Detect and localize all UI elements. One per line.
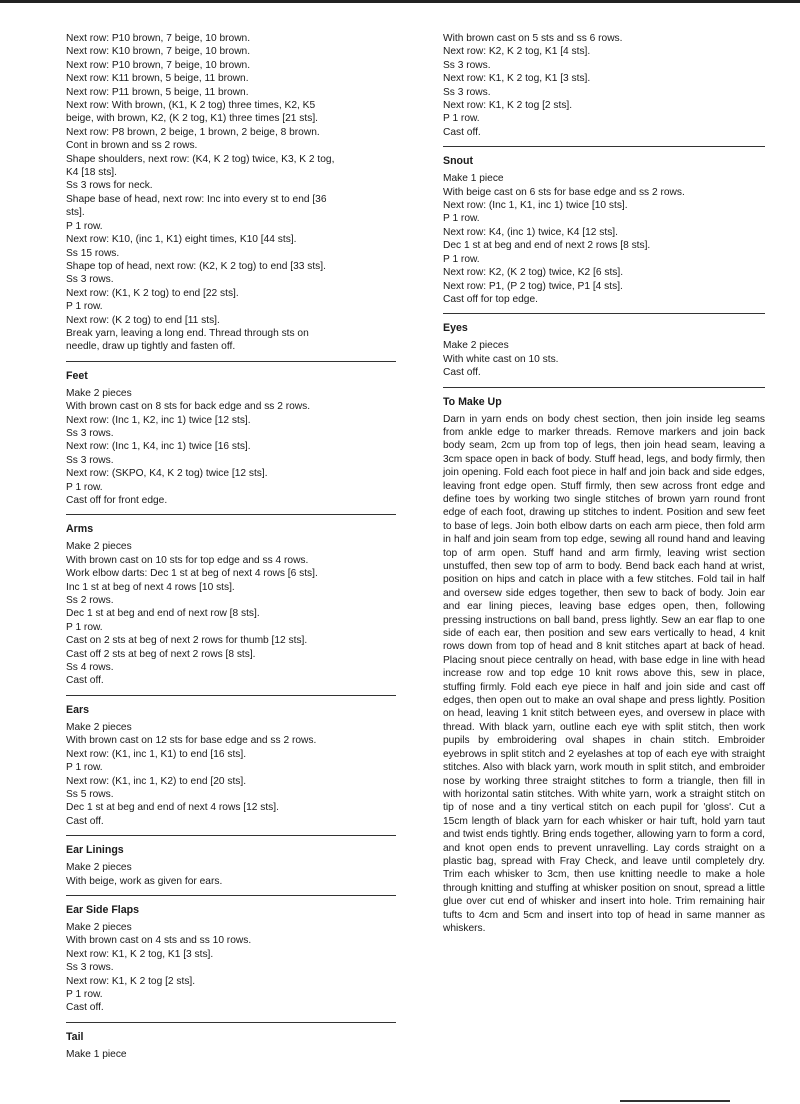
- section-title: Arms: [66, 523, 94, 536]
- pattern-line: Shape shoulders, next row: (K4, K 2 tog) twice, K3, K 2 tog,: [66, 153, 335, 165]
- pattern-line: With white cast on 10 sts.: [443, 353, 559, 365]
- pattern-line: Cast off for front edge.: [66, 495, 168, 506]
- pattern-line: Cast off 2 sts at beg of next 2 rows [8 sts].: [66, 648, 256, 660]
- pattern-line: With brown cast on 5 sts and ss 6 rows.: [443, 33, 623, 44]
- pattern-line: Shape top of head, next row: (K2, K 2 tog) to end [33 sts].: [66, 260, 326, 272]
- section-title: Ears: [66, 703, 89, 716]
- section-arms: [66, 514, 396, 687]
- pattern-line: Next row: K2, K 2 tog, K1 [4 sts].: [443, 46, 591, 58]
- pattern-line: Next row: (K1, K 2 tog) to end [22 sts].: [66, 287, 239, 299]
- pattern-line: Next row: (Inc 1, K4, inc 1) twice [16 sts].: [66, 441, 251, 453]
- pattern-line: Make 2 pieces: [66, 721, 132, 733]
- pattern-line: P 1 row.: [66, 220, 103, 232]
- section-feet: [66, 361, 396, 508]
- pattern-line: Next row: K1, K 2 tog, K1 [3 sts].: [443, 73, 591, 85]
- section-title: Eyes: [443, 322, 468, 335]
- pattern-line: Next row: K1, K 2 tog [2 sts].: [66, 975, 196, 987]
- pattern-line: Ss 3 rows.: [66, 454, 114, 466]
- pattern-line: With beige, work as given for ears.: [66, 875, 223, 887]
- pattern-line: Cast off for top edge.: [443, 293, 538, 305]
- pattern-line: Cast off.: [66, 675, 104, 687]
- pattern-line: Next row: P8 brown, 2 beige, 1 brown, 2 beige, 8 brown.: [66, 126, 320, 138]
- left-column: [66, 32, 396, 1061]
- pattern-line: Dec 1 st at beg and end of next 4 rows [12 sts].: [66, 802, 279, 814]
- pattern-line: Ss 3 rows.: [66, 962, 114, 974]
- section-snout: [443, 146, 765, 306]
- pattern-line: Next row: P1, (P 2 tog) twice, P1 [4 sts].: [443, 280, 623, 292]
- pattern-line: needle, draw up tightly and fasten off.: [66, 341, 236, 353]
- make-up-instructions: Darn in yarn ends on body chest section, then join inside leg seams from ankle edge to marker threads. Remove markers and join back body seam, 2cm up from top of legs, then join head seam, leaving a 3cm space open in back of body. Stuff head, legs, and body firmly, then join opening. Fold each foot piece in half and join back and side edges, leaving front edge open. Stuff firmly, then sew across front edge and define toes by working two single stitches of brown yarn round front edge of each foot, drawing up stitches to indent. Position and sew feet to base of legs. Join both elbow darts on each arm piece, then fold arm in half and join seam from top edge, sewing all round hand and leaving top of arm open. Stuff hand and arm firmly, leaving wrist section unstuffed, then sew top of arm to body. Bend back each hand at wrist, position on hips and catch in place with a few stitches. Fold tail in half and oversew side edges together, then sew to back of body. Join ear and ear lining pieces, leaving base edges open, then, following pressing instructions on ball band, press lightly. Sew an ear flap to one side of each ear, then position and sew ears vertically to head, 4 knit rows down from top of head and 8 knit stitches apart at back of head. Placing snout piece centrally on head, with base edge in line with head increase row and top edge 10 knit rows above this, sew in place, stuffing firmly. Fold each eye piece in half and join side and cast off edges, then open out to make an oval shape and press lightly. Position on head, leaving 1 knit stitch between eyes, and oversew in place with thread. With black yarn, outline each eye with split stitch, then work pupils by embroidering oval shapes in chain stitch. Embroider eyebrows in split stitch and 2 eyelashes at top of each eye with straight stitches. Also with black yarn, work mouth in split stitch, and embroider nose by working three straight stitches to form a triangle, then fill in with horizontal satin stitches. With white yarn, work a straight stitch on tip of nose and a tiny vertical stitch on each pupil for 'gloss'. Cut a 15cm length of black yarn for each whisker or hair tuft, hold yarn taut and twist ends tightly. Bring ends together, allowing yarn to form a cord, and knot open ends to prevent unravelling. Lay cords straight on a plastic bag, spread with Fray Check, and leave until completely dry. Trim each whisker to 3cm, then use knitting needle to make a hole through knitting and stuffing at whisker position on snout, spread a little glue over cut end of whisker and insert into hole. Trim remaining hair tufts to 4cm and 5cm and insert into top of head in same manner as whiskers.: [443, 413, 765, 934]
- pattern-line: Ss 4 rows.: [66, 662, 114, 674]
- pattern-line: Next row: P10 brown, 7 beige, 10 brown.: [66, 33, 251, 44]
- pattern-line: Ss 3 rows.: [443, 59, 491, 71]
- pattern-line: P 1 row.: [66, 481, 103, 493]
- pattern-line: Next row: K11 brown, 5 beige, 11 brown.: [66, 73, 249, 85]
- pattern-line: Next row: With brown, (K1, K 2 tog) three times, K2, K5: [66, 100, 316, 112]
- pattern-line: Shape base of head, next row: Inc into every st to end [36: [66, 193, 327, 205]
- section-title: Ear Side Flaps: [66, 903, 140, 916]
- pattern-line: beige, with brown, K2, (K 2 tog, K1) three times [21 sts].: [66, 113, 318, 125]
- section-ears: [66, 695, 396, 828]
- pattern-line: Next row: P11 brown, 5 beige, 11 brown.: [66, 86, 249, 98]
- section-to-make-up: [443, 387, 765, 936]
- pattern-line: P 1 row.: [66, 621, 103, 633]
- pattern-line: Ss 3 rows.: [66, 274, 114, 286]
- pattern-line: With beige cast on 6 sts for base edge and ss 2 rows.: [443, 186, 685, 198]
- left-sections: [66, 361, 396, 1061]
- section-ear-linings: [66, 835, 396, 888]
- section-title: Feet: [66, 369, 88, 382]
- pattern-line: Next row: K10 brown, 7 beige, 10 brown.: [66, 46, 251, 58]
- pattern-line: Next row: (Inc 1, K2, inc 1) twice [12 sts].: [66, 414, 251, 426]
- pattern-line: Make 2 pieces: [443, 340, 509, 352]
- pattern-line: Dec 1 st at beg and end of next 2 rows [8 sts].: [443, 240, 651, 252]
- right-intro-block: [443, 32, 765, 139]
- pattern-line: Make 2 pieces: [66, 541, 132, 553]
- section-title: To Make Up: [443, 395, 502, 408]
- pattern-line: Cont in brown and ss 2 rows.: [66, 140, 198, 152]
- pattern-line: Ss 15 rows.: [66, 247, 120, 259]
- pattern-line: Make 2 pieces: [66, 921, 132, 933]
- pattern-line: Next row: P10 brown, 7 beige, 10 brown.: [66, 59, 251, 71]
- pattern-line: Ss 3 rows for neck.: [66, 180, 153, 192]
- pattern-line: With brown cast on 10 sts for top edge and ss 4 rows.: [66, 554, 309, 566]
- pattern-line: Ss 3 rows.: [66, 427, 114, 439]
- pattern-line: With brown cast on 8 sts for back edge and ss 2 rows.: [66, 401, 311, 413]
- section-title: Tail: [66, 1030, 84, 1043]
- pattern-line: Cast off.: [66, 815, 104, 827]
- pattern-line: Work elbow darts: Dec 1 st at beg of next 4 rows [6 sts].: [66, 568, 318, 580]
- section-title: Snout: [443, 155, 474, 168]
- pattern-line: Cast off.: [443, 126, 481, 138]
- top-rule: [0, 0, 800, 3]
- section-title: Ear Linings: [66, 844, 124, 857]
- pattern-line: Break yarn, leaving a long end. Thread through sts on: [66, 327, 309, 339]
- pattern-line: Dec 1 st at beg and end of next row [8 sts].: [66, 608, 260, 620]
- section-ear-side-flaps: [66, 895, 396, 1015]
- pattern-line: Next row: K10, (inc 1, K1) eight times, K10 [44 sts].: [66, 234, 297, 246]
- pattern-line: Cast off.: [66, 1002, 104, 1014]
- pattern-line: Ss 3 rows.: [443, 86, 491, 98]
- pattern-line: Next row: (K1, inc 1, K2) to end [20 sts].: [66, 775, 247, 787]
- pattern-line: Next row: (SKPO, K4, K 2 tog) twice [12 sts].: [66, 468, 268, 480]
- pattern-line: Ss 2 rows.: [66, 595, 114, 607]
- pattern-line: Next row: K2, (K 2 tog) twice, K2 [6 sts].: [443, 267, 624, 279]
- pattern-line: Next row: K4, (inc 1) twice, K4 [12 sts].: [443, 226, 618, 238]
- pattern-line: K4 [18 sts].: [66, 167, 117, 179]
- pattern-line: Make 2 pieces: [66, 862, 132, 874]
- pattern-line: P 1 row.: [66, 301, 103, 313]
- pattern-line: Make 2 pieces: [66, 387, 132, 399]
- pattern-line: Next row: (K 2 tog) to end [11 sts].: [66, 314, 220, 326]
- pattern-line: P 1 row.: [443, 213, 480, 225]
- pattern-line: sts].: [66, 207, 85, 219]
- pattern-line: P 1 row.: [443, 113, 480, 125]
- right-sections: [443, 146, 765, 379]
- pattern-line: Next row: K1, K 2 tog, K1 [3 sts].: [66, 948, 214, 960]
- left-intro-block: [66, 32, 396, 354]
- bottom-rule: [620, 1100, 730, 1102]
- pattern-line: Inc 1 st at beg of next 4 rows [10 sts].: [66, 581, 235, 593]
- pattern-line: P 1 row.: [443, 253, 480, 265]
- pattern-line: Next row: K1, K 2 tog [2 sts].: [443, 100, 573, 112]
- pattern-line: Cast on 2 sts at beg of next 2 rows for thumb [12 sts].: [66, 635, 308, 647]
- pattern-line: Cast off.: [443, 367, 481, 379]
- pattern-line: With brown cast on 4 sts and ss 10 rows.: [66, 935, 252, 947]
- section-tail: [66, 1022, 396, 1061]
- section-eyes: [443, 313, 765, 379]
- right-column: [443, 32, 765, 935]
- pattern-line: With brown cast on 12 sts for base edge and ss 2 rows.: [66, 735, 317, 747]
- pattern-line: P 1 row.: [66, 988, 103, 1000]
- pattern-line: Next row: (K1, inc 1, K1) to end [16 sts].: [66, 748, 247, 760]
- pattern-line: Make 1 piece: [66, 1048, 127, 1060]
- pattern-line: P 1 row.: [66, 762, 103, 774]
- pattern-line: Ss 5 rows.: [66, 788, 114, 800]
- pattern-line: Make 1 piece: [443, 173, 504, 185]
- pattern-line: Next row: (Inc 1, K1, inc 1) twice [10 sts].: [443, 200, 628, 212]
